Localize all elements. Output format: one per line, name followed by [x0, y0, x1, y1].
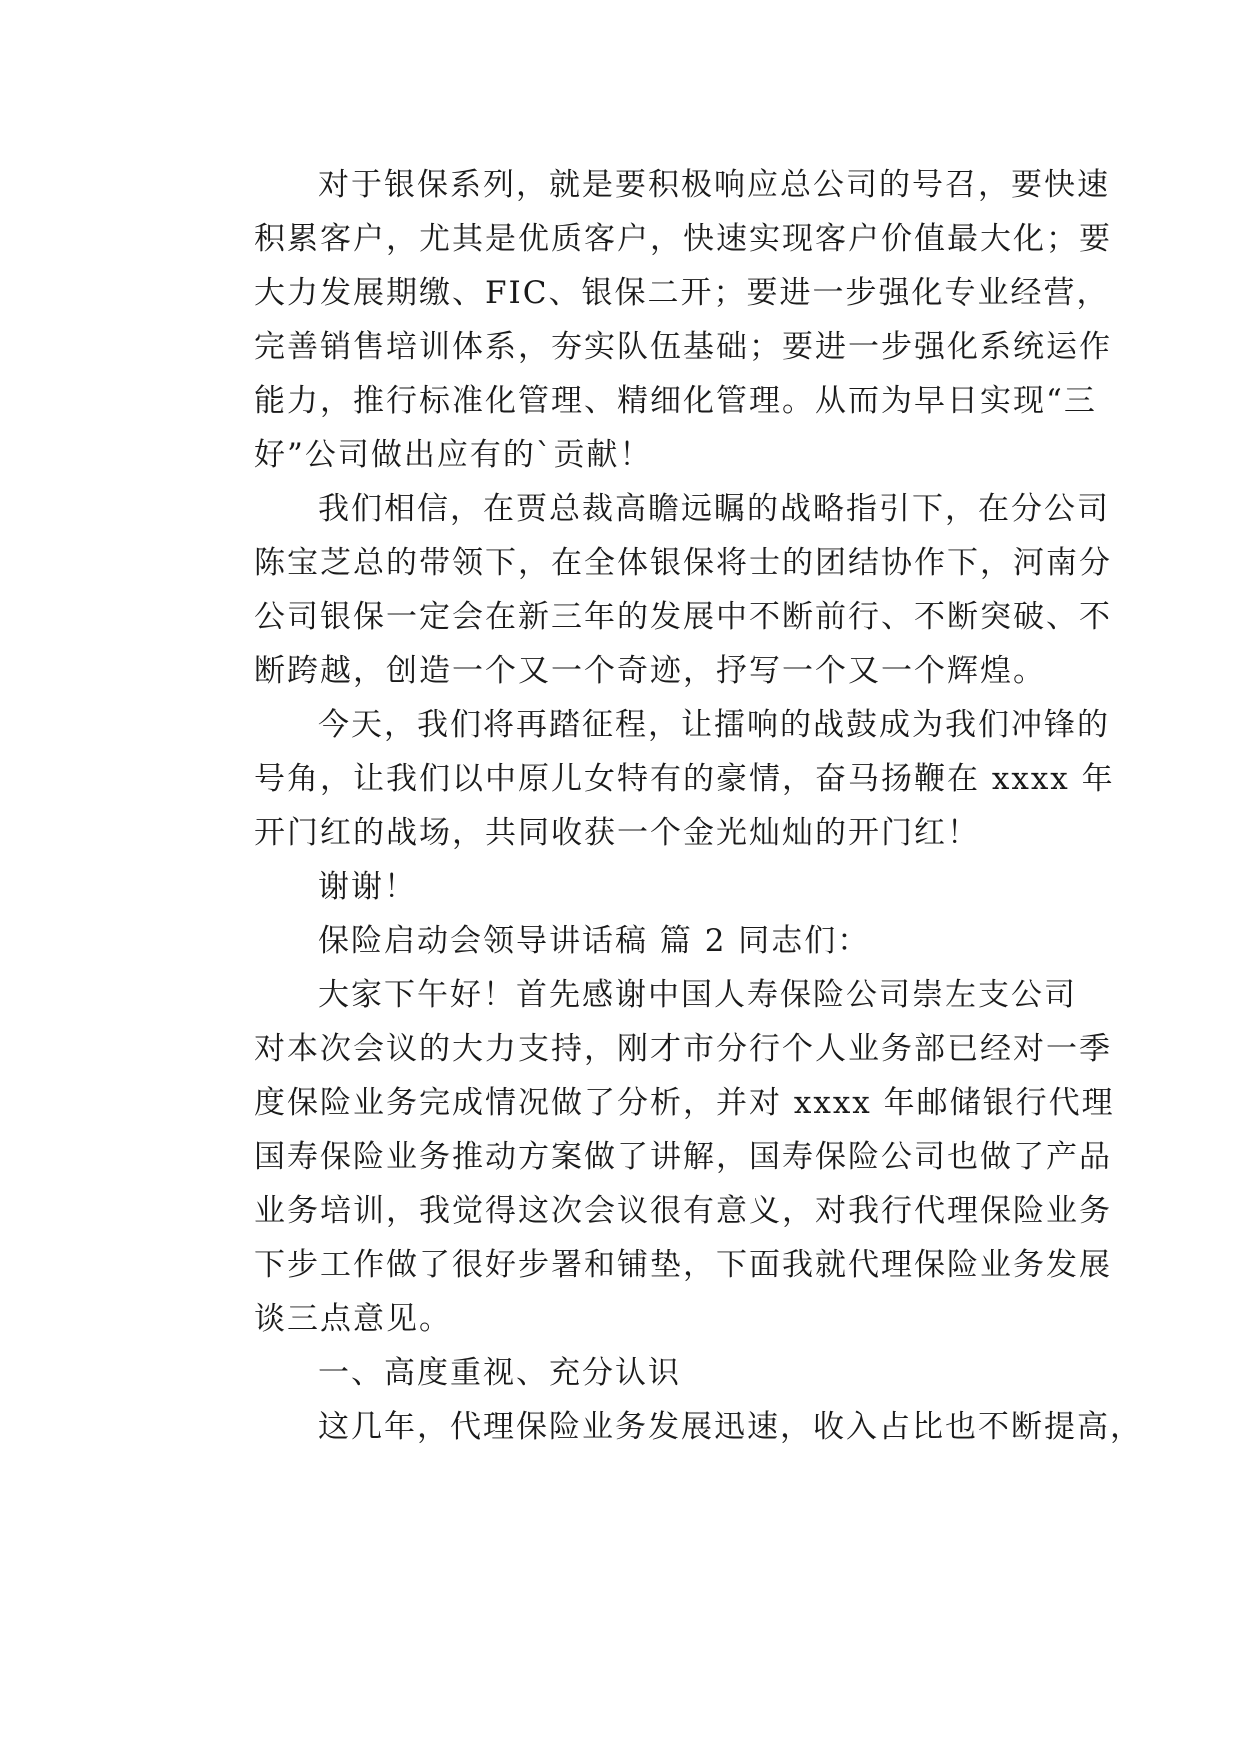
text-line: 陈宝芝总的带领下，在全体银保将士的团结协作下，河南分 [254, 545, 1112, 581]
section-heading-point-1 [192, 1346, 1052, 1400]
text-line: 谈三点意见。 [254, 1301, 452, 1337]
text-line: 能力，推行标准化管理、精细化管理。从而为早日实现“三 [254, 383, 1097, 419]
text-line: 大家下午好！首先感谢中国人寿保险公司崇左支公司 [318, 977, 1077, 1013]
text-line: 今天，我们将再踏征程，让擂响的战鼓成为我们冲锋的 [318, 707, 1110, 743]
text-line: 大力发展期缴、FIC、银保二开；要进一步强化专业经营， [254, 275, 1110, 311]
text-line: 公司银保一定会在新三年的发展中不断前行、不断突破、不 [254, 599, 1112, 635]
text-line: 完善销售培训体系，夯实队伍基础；要进一步强化系统运作 [254, 329, 1112, 365]
paragraph-belief [192, 482, 1112, 698]
document-body [192, 158, 1143, 1454]
text-line: 下步工作做了很好步署和铺垫，下面我就代理保险业务发展 [254, 1247, 1112, 1283]
paragraph-greeting [192, 968, 1115, 1346]
text-line: 度保险业务完成情况做了分析，并对 xxxx 年邮储银行代理 [254, 1085, 1115, 1121]
paragraph-recent-years [192, 1400, 1143, 1454]
text-line: 号角，让我们以中原儿女特有的豪情，奋马扬鞭在 xxxx 年 [254, 761, 1115, 797]
text-line: 开门红的战场，共同收获一个金光灿灿的开门红！ [254, 815, 980, 851]
text-line: 国寿保险业务推动方案做了讲解，国寿保险公司也做了产品 [254, 1139, 1112, 1175]
text-line: 好”公司做出应有的`贡献！ [254, 437, 653, 473]
text-line: 一、高度重视、充分认识 [318, 1355, 681, 1391]
text-line: 积累客户，尤其是优质客户，快速实现客户价值最大化；要 [254, 221, 1112, 257]
text-line: 业务培训，我觉得这次会议很有意义，对我行代理保险业务 [254, 1193, 1112, 1229]
text-line: 断跨越，创造一个又一个奇迹，抒写一个又一个辉煌。 [254, 653, 1046, 689]
text-line: 对本次会议的大力支持，刚才市分行个人业务部已经对一季 [254, 1031, 1112, 1067]
section-heading-article-2 [192, 914, 1052, 968]
text-line: 谢谢！ [318, 869, 417, 905]
paragraph-today [192, 698, 1115, 860]
paragraph-thanks [192, 860, 1052, 914]
text-line: 我们相信，在贾总裁高瞻远瞩的战略指引下，在分公司 [318, 491, 1110, 527]
paragraph-bancassurance [192, 158, 1112, 482]
text-line: 这几年，代理保险业务发展迅速，收入占比也不断提高， [318, 1409, 1143, 1445]
text-line: 保险启动会领导讲话稿 篇 2 同志们： [318, 923, 871, 959]
text-line: 对于银保系列，就是要积极响应总公司的号召，要快速 [318, 167, 1110, 203]
